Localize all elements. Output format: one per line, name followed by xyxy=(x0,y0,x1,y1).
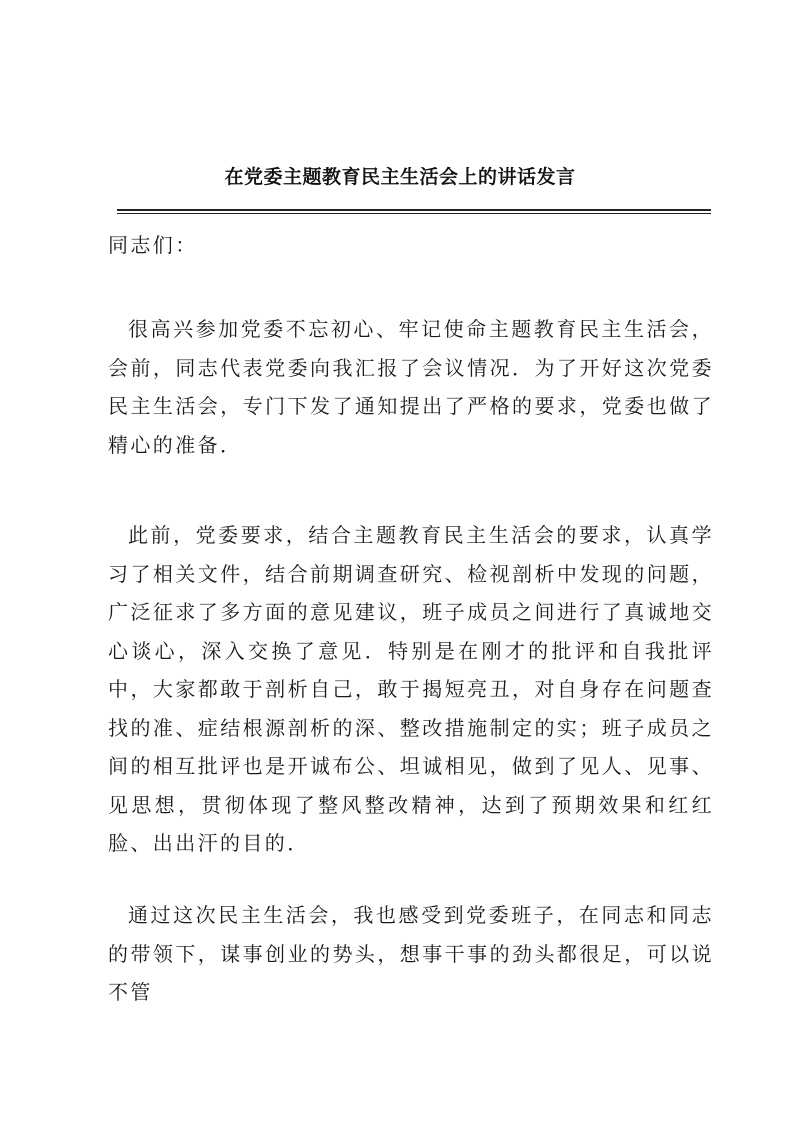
paragraph-1: 很高兴参加党委不忘初心、牢记使命主题教育民主生活会，会前，同志代表党委向我汇报了会议情况．为了开好这次党委民主生活会，专门下发了通知提出了严格的要求，党委也做了精心的准备． xyxy=(108,317,714,457)
title-divider xyxy=(117,209,711,215)
salutation: 同志们： xyxy=(108,233,198,257)
paragraph-3: 通过这次民主生活会，我也感受到党委班子，在同志和同志的带领下，谋事创业的势头，想事干事的劲头都很足，可以说不管 xyxy=(108,903,714,1004)
document-title: 在党委主题教育民主生活会上的讲话发言 xyxy=(224,166,576,188)
paragraph-2: 此前，党委要求，结合主题教育民主生活会的要求，认真学习了相关文件，结合前期调查研究、检视剖析中发现的问题，广泛征求了多方面的意见建议，班子成员之间进行了真诚地交心谈心，深入交换了意见．特别是在刚才的批评和自我批评中，大家都敢于剖析自己，敢于揭短亮丑，对自身存在问题查找的准、症结根源剖析的深、整改措施制定的实；班子成员之间的相互批评也是开诚布公、坦诚相见，做到了见人、见事、见思想，贯彻体现了整风整改精神，达到了预期效果和红红脸、出出汗的目的． xyxy=(108,523,714,855)
divider-thick-line xyxy=(117,209,711,211)
divider-thin-line xyxy=(117,213,711,214)
